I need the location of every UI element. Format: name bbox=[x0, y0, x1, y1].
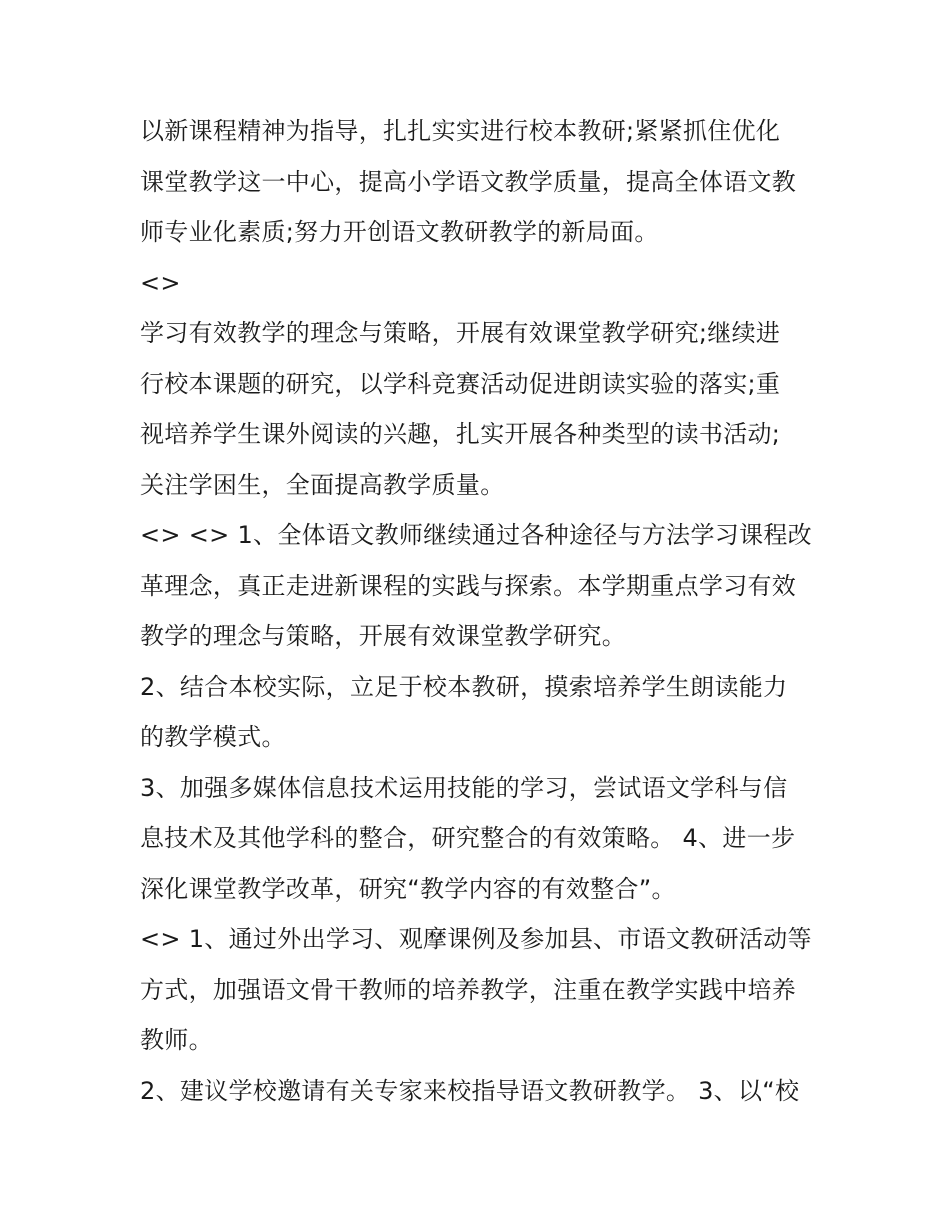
text-line: 以新课程精神为指导，扎扎实实进行校本教研;紧紧抓住优化 bbox=[140, 117, 781, 145]
text-line: <> bbox=[140, 268, 181, 297]
text-line: 深化课堂教学改革，研究“教学内容的有效整合”。 bbox=[140, 874, 676, 903]
text-line: 关注学困生，全面提高教学质量。 bbox=[140, 470, 505, 499]
text-line: 息技术及其他学科的整合，研究整合的有效策略。 4、进一步 bbox=[140, 824, 796, 852]
text-line: 课堂教学这一中心，提高小学语文教学质量，提高全体语文教 bbox=[140, 167, 797, 196]
text-line: 学习有效教学的理念与策略，开展有效课堂教学研究;继续进 bbox=[140, 319, 781, 347]
text-line: <> <> 1、全体语文教师继续通过各种途径与方法学习课程改 bbox=[140, 521, 812, 549]
text-line: 2、建议学校邀请有关专家来校指导语文教研教学。 3、以“校 bbox=[140, 1076, 800, 1105]
text-line: 视培养学生课外阅读的兴趣，扎实开展各种类型的读书活动; bbox=[140, 420, 781, 448]
text-line: 2、结合本校实际，立足于校本教研，摸索培养学生朗读能力 bbox=[140, 672, 788, 701]
text-line: 方式，加强语文骨干教师的培养教学，注重在教学实践中培养 bbox=[140, 975, 797, 1004]
document-body bbox=[140, 106, 820, 1116]
text-line: 3、加强多媒体信息技术运用技能的学习，尝试语文学科与信 bbox=[140, 773, 788, 802]
text-line: <> 1、通过外出学习、观摩课例及参加县、市语文教研活动等 bbox=[140, 925, 812, 953]
text-line: 师专业化素质;努力开创语文教研教学的新局面。 bbox=[140, 218, 659, 246]
text-line: 革理念，真正走进新课程的实践与探索。本学期重点学习有效 bbox=[140, 571, 797, 600]
text-line: 教师。 bbox=[140, 1026, 213, 1054]
text-line: 行校本课题的研究，以学科竞赛活动促进朗读实验的落实;重 bbox=[140, 369, 781, 398]
text-line: 教学的理念与策略，开展有效课堂教学研究。 bbox=[140, 622, 626, 650]
text-line: 的教学模式。 bbox=[140, 723, 286, 751]
